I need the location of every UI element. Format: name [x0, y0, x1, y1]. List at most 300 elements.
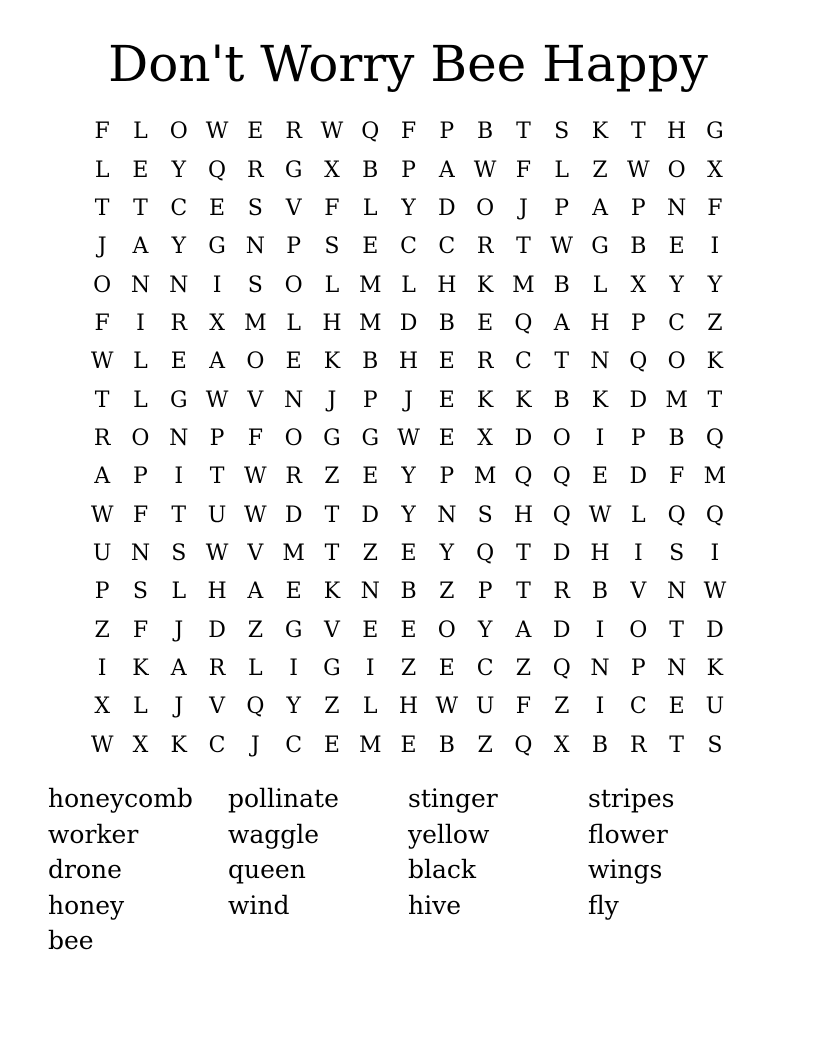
grid-letter: Z: [324, 694, 340, 720]
word-list-item: honeycomb: [48, 784, 193, 813]
grid-letter: D: [552, 540, 571, 566]
grid-letter: Z: [400, 655, 417, 681]
grid-letter: Q: [514, 464, 533, 490]
grid-letter: A: [94, 464, 111, 490]
grid-letter: F: [247, 425, 263, 451]
grid-letter: S: [247, 195, 263, 221]
grid-letter: D: [629, 464, 648, 490]
grid-letter: T: [516, 540, 531, 566]
grid-letter: B: [477, 119, 494, 145]
grid-letter: L: [94, 157, 110, 183]
grid-letter: D: [438, 195, 456, 221]
grid-letter: E: [362, 234, 379, 260]
word-list-item: wind: [228, 890, 290, 920]
word-list-item: wings: [588, 855, 663, 884]
grid-letter: V: [323, 617, 340, 643]
grid-letter: P: [439, 119, 455, 145]
grid-letter: K: [323, 349, 341, 375]
grid-letter: Y: [171, 157, 186, 183]
grid-letter: C: [438, 234, 456, 260]
word-list-item: worker: [48, 819, 139, 849]
grid-letter: A: [247, 579, 264, 605]
grid-letter: L: [324, 272, 340, 298]
grid-letter: B: [591, 732, 609, 758]
grid-letter: L: [554, 157, 570, 183]
grid-letter: E: [170, 349, 187, 375]
grid-letter: C: [170, 195, 188, 221]
grid-letter: F: [400, 119, 417, 145]
grid-letter: C: [668, 310, 686, 336]
grid-letter: R: [476, 349, 494, 375]
grid-letter: F: [132, 502, 149, 528]
grid-letter: C: [629, 694, 647, 720]
grid-letter: E: [668, 234, 685, 260]
grid-letter: W: [550, 234, 574, 260]
grid-letter: A: [170, 655, 187, 681]
grid-letter: N: [437, 502, 457, 528]
grid-letter: H: [322, 310, 342, 336]
grid-letter: H: [513, 502, 533, 528]
grid-letter: W: [90, 732, 114, 758]
grid-letter: G: [208, 234, 226, 260]
grid-letter: L: [171, 579, 187, 605]
word-list-item: yellow: [408, 819, 490, 849]
word-list: [48, 781, 768, 959]
grid-letter: A: [515, 617, 532, 643]
grid-letter: L: [286, 310, 301, 336]
grid-letter: W: [435, 694, 459, 720]
grid-letter: W: [244, 464, 267, 490]
grid-letter: Y: [439, 540, 455, 566]
grid-letter: L: [401, 272, 416, 298]
grid-letter: D: [552, 617, 571, 643]
grid-letter: K: [706, 349, 724, 375]
grid-letter: C: [285, 732, 303, 758]
grid-letter: E: [400, 617, 417, 643]
grid-letter: B: [591, 579, 609, 605]
grid-letter: Z: [362, 540, 378, 566]
grid-letter: R: [93, 425, 111, 451]
grid-letter: N: [130, 272, 151, 298]
grid-letter: W: [397, 425, 420, 451]
grid-letter: Y: [707, 272, 723, 298]
grid-letter: W: [588, 502, 612, 528]
grid-letter: O: [552, 425, 571, 451]
letter-grid: [83, 113, 734, 765]
grid-letter: M: [665, 387, 688, 413]
grid-letter: H: [590, 310, 610, 336]
grid-letter: F: [515, 694, 532, 720]
word-list-item: pollinate: [228, 784, 339, 813]
grid-letter: C: [476, 655, 494, 681]
word-list-item: hive: [408, 890, 462, 920]
grid-letter: O: [284, 425, 303, 451]
grid-letter: L: [362, 195, 378, 221]
word-list-item: flower: [588, 819, 668, 849]
grid-letter: L: [631, 502, 646, 528]
word-list-item: queen: [228, 855, 306, 884]
grid-letter: W: [244, 502, 267, 528]
grid-letter: I: [136, 310, 145, 336]
grid-letter: Q: [476, 540, 495, 566]
grid-letter: W: [703, 579, 727, 605]
grid-letter: R: [285, 464, 302, 490]
grid-letter: D: [284, 502, 303, 528]
grid-letter: T: [133, 195, 148, 221]
grid-letter: W: [90, 349, 114, 375]
grid-letter: E: [400, 540, 417, 566]
page-title: Don't Worry Bee Happy: [108, 35, 708, 93]
grid-letter: U: [705, 694, 725, 720]
grid-letter: Q: [552, 655, 571, 681]
grid-letter: R: [285, 119, 302, 145]
grid-letter: D: [361, 502, 380, 528]
grid-letter: T: [516, 579, 531, 605]
grid-letter: I: [595, 694, 605, 720]
grid-letter: N: [130, 540, 151, 566]
grid-letter: H: [398, 694, 419, 720]
grid-letter: K: [476, 387, 494, 413]
grid-letter: T: [324, 540, 340, 566]
grid-letter: X: [94, 694, 110, 720]
grid-letter: J: [174, 617, 184, 643]
grid-letter: O: [667, 349, 686, 375]
grid-letter: B: [630, 234, 647, 260]
grid-letter: D: [706, 617, 724, 643]
grid-letter: W: [473, 157, 497, 183]
grid-letter: Y: [171, 234, 186, 260]
grid-letter: Q: [361, 119, 380, 145]
grid-letter: Z: [554, 694, 570, 720]
grid-letter: T: [669, 617, 684, 643]
grid-letter: Z: [707, 310, 723, 336]
grid-letter: Y: [401, 195, 416, 221]
grid-letter: I: [289, 655, 298, 681]
grid-letter: S: [554, 119, 570, 145]
grid-letter: K: [476, 272, 494, 298]
grid-letter: H: [398, 349, 419, 375]
grid-letter: J: [250, 732, 260, 758]
grid-letter: D: [514, 425, 533, 451]
grid-letter: O: [437, 617, 456, 643]
grid-letter: Q: [514, 732, 533, 758]
grid-letter: P: [630, 655, 646, 681]
grid-letter: N: [590, 655, 610, 681]
grid-letter: K: [132, 655, 149, 681]
grid-letter: J: [97, 234, 107, 260]
grid-letter: S: [669, 540, 685, 566]
grid-letter: Z: [324, 464, 340, 490]
grid-letter: T: [554, 349, 570, 375]
grid-letter: B: [668, 425, 685, 451]
grid-letter: X: [209, 310, 225, 336]
grid-letter: O: [246, 349, 265, 375]
grid-letter: B: [400, 579, 417, 605]
grid-letter: K: [706, 655, 724, 681]
grid-letter: N: [666, 655, 687, 681]
grid-letter: I: [97, 655, 107, 681]
grid-letter: V: [630, 579, 647, 605]
grid-letter: N: [284, 387, 304, 413]
grid-letter: E: [323, 732, 340, 758]
grid-letter: L: [133, 387, 148, 413]
grid-letter: W: [205, 540, 229, 566]
grid-letter: T: [516, 119, 531, 145]
grid-letter: S: [171, 540, 187, 566]
grid-letter: A: [132, 234, 149, 260]
grid-letter: H: [590, 540, 610, 566]
grid-letter: F: [94, 310, 110, 336]
grid-letter: G: [323, 425, 341, 451]
grid-letter: P: [286, 234, 302, 260]
grid-letter: P: [401, 157, 416, 183]
grid-letter: W: [90, 502, 114, 528]
grid-letter: I: [595, 617, 605, 643]
grid-letter: E: [477, 310, 494, 336]
grid-letter: P: [362, 387, 378, 413]
grid-letter: Z: [515, 655, 532, 681]
grid-letter: I: [633, 540, 643, 566]
grid-letter: A: [553, 310, 570, 336]
grid-letter: K: [170, 732, 187, 758]
grid-letter: W: [626, 157, 650, 183]
grid-letter: E: [400, 732, 417, 758]
word-list-item: drone: [48, 855, 122, 884]
grid-letter: Z: [592, 157, 608, 183]
grid-letter: I: [710, 234, 720, 260]
grid-letter: I: [212, 272, 222, 298]
grid-letter: N: [169, 272, 189, 298]
grid-letter: O: [667, 157, 686, 183]
grid-letter: N: [666, 579, 687, 605]
grid-letter: M: [358, 732, 382, 758]
grid-letter: I: [365, 655, 375, 681]
grid-letter: T: [324, 502, 340, 528]
grid-letter: P: [94, 579, 110, 605]
grid-letter: K: [323, 579, 341, 605]
grid-letter: F: [707, 195, 723, 221]
word-list-item: honey: [48, 890, 125, 920]
grid-letter: E: [209, 195, 226, 221]
grid-letter: E: [438, 425, 455, 451]
grid-letter: R: [476, 234, 494, 260]
grid-letter: Q: [667, 502, 686, 528]
grid-letter: O: [629, 617, 648, 643]
grid-letter: Y: [401, 464, 416, 490]
grid-letter: Q: [552, 464, 571, 490]
grid-letter: Q: [514, 310, 533, 336]
grid-letter: R: [208, 655, 226, 681]
grid-letter: E: [438, 387, 455, 413]
grid-letter: N: [590, 349, 610, 375]
grid-letter: U: [207, 502, 227, 528]
grid-letter: N: [360, 579, 380, 605]
grid-letter: G: [169, 387, 188, 413]
word-list-empty-slot: [588, 923, 768, 959]
grid-letter: A: [209, 349, 225, 375]
grid-letter: Z: [477, 732, 493, 758]
grid-letter: J: [174, 694, 184, 720]
grid-letter: X: [707, 157, 723, 183]
grid-letter: R: [553, 579, 570, 605]
grid-letter: E: [285, 579, 302, 605]
grid-letter: E: [285, 349, 302, 375]
grid-letter: G: [591, 234, 609, 260]
grid-letter: T: [209, 464, 225, 490]
grid-letter: B: [438, 310, 455, 336]
grid-letter: L: [133, 119, 148, 145]
grid-letter: W: [205, 119, 229, 145]
grid-letter: B: [362, 157, 379, 183]
word-list-empty-slot: [228, 923, 408, 959]
word-list-item: stinger: [408, 784, 498, 813]
grid-letter: O: [284, 272, 303, 298]
grid-letter: E: [438, 655, 455, 681]
grid-letter: T: [669, 732, 684, 758]
grid-letter: Q: [629, 349, 648, 375]
grid-letter: C: [208, 732, 226, 758]
grid-letter: X: [553, 732, 570, 758]
grid-letter: D: [399, 310, 418, 336]
grid-letter: Q: [246, 694, 265, 720]
grid-letter: S: [132, 579, 148, 605]
grid-letter: F: [132, 617, 149, 643]
grid-letter: E: [438, 349, 455, 375]
grid-letter: U: [92, 540, 112, 566]
grid-letter: F: [668, 464, 685, 490]
grid-letter: M: [512, 272, 535, 298]
grid-letter: H: [437, 272, 457, 298]
grid-letter: L: [133, 349, 148, 375]
grid-letter: K: [591, 119, 609, 145]
grid-letter: F: [324, 195, 340, 221]
grid-letter: L: [248, 655, 263, 681]
grid-letter: F: [515, 157, 532, 183]
grid-letter: F: [94, 119, 110, 145]
grid-letter: Q: [208, 157, 227, 183]
grid-letter: J: [404, 387, 413, 413]
grid-letter: M: [703, 464, 727, 490]
grid-letter: Y: [401, 502, 416, 528]
grid-letter: Z: [247, 617, 263, 643]
grid-letter: P: [133, 464, 148, 490]
word-list-item: fly: [588, 890, 619, 920]
grid-letter: W: [320, 119, 344, 145]
grid-letter: M: [282, 540, 305, 566]
grid-letter: M: [358, 272, 382, 298]
grid-letter: L: [133, 694, 148, 720]
grid-letter: B: [553, 387, 570, 413]
grid-letter: B: [438, 732, 455, 758]
grid-letter: M: [473, 464, 497, 490]
word-list-item: black: [408, 855, 477, 884]
grid-letter: P: [477, 579, 493, 605]
grid-letter: M: [358, 310, 382, 336]
grid-letter: H: [667, 119, 687, 145]
grid-letter: S: [324, 234, 340, 260]
grid-letter: A: [438, 157, 455, 183]
grid-letter: S: [477, 502, 493, 528]
grid-letter: T: [94, 195, 110, 221]
grid-letter: C: [400, 234, 417, 260]
grid-letter: Y: [286, 694, 301, 720]
grid-letter: D: [629, 387, 648, 413]
word-list-item: bee: [48, 926, 94, 955]
grid-letter: B: [553, 272, 570, 298]
grid-letter: O: [476, 195, 495, 221]
grid-letter: I: [174, 464, 184, 490]
grid-letter: P: [630, 310, 646, 336]
grid-letter: K: [515, 387, 532, 413]
grid-letter: P: [630, 195, 646, 221]
grid-letter: P: [209, 425, 225, 451]
grid-letter: E: [132, 157, 149, 183]
grid-letter: E: [591, 464, 609, 490]
grid-letter: L: [362, 694, 378, 720]
grid-letter: T: [94, 387, 110, 413]
grid-letter: R: [170, 310, 188, 336]
grid-letter: D: [208, 617, 226, 643]
grid-letter: W: [205, 387, 229, 413]
grid-letter: V: [247, 540, 264, 566]
grid-letter: P: [630, 425, 646, 451]
grid-letter: K: [591, 387, 609, 413]
grid-letter: Z: [439, 579, 455, 605]
grid-letter: G: [361, 425, 380, 451]
grid-letter: T: [630, 119, 646, 145]
grid-letter: R: [630, 732, 647, 758]
grid-letter: N: [245, 234, 265, 260]
grid-letter: E: [668, 694, 685, 720]
grid-letter: Y: [477, 617, 493, 643]
grid-letter: P: [439, 464, 455, 490]
grid-letter: I: [595, 425, 605, 451]
grid-letter: X: [477, 425, 493, 451]
grid-letter: A: [592, 195, 608, 221]
grid-letter: E: [247, 119, 264, 145]
grid-letter: L: [592, 272, 608, 298]
grid-letter: E: [362, 464, 379, 490]
grid-letter: Q: [705, 425, 724, 451]
grid-letter: J: [327, 387, 337, 413]
grid-letter: P: [554, 195, 570, 221]
grid-letter: T: [516, 234, 531, 260]
grid-letter: J: [519, 195, 528, 221]
grid-letter: C: [514, 349, 532, 375]
grid-letter: O: [131, 425, 150, 451]
grid-letter: Q: [705, 502, 724, 528]
grid-letter: N: [169, 425, 189, 451]
grid-letter: G: [284, 157, 303, 183]
grid-letter: Q: [552, 502, 571, 528]
grid-letter: I: [710, 540, 720, 566]
grid-letter: Z: [94, 617, 110, 643]
grid-letter: E: [362, 617, 379, 643]
grid-letter: V: [247, 387, 264, 413]
grid-letter: X: [132, 732, 149, 758]
word-list-item: waggle: [228, 819, 320, 849]
word-list-item: stripes: [588, 784, 675, 813]
grid-letter: G: [284, 617, 303, 643]
grid-letter: Y: [669, 272, 684, 298]
grid-letter: N: [666, 195, 687, 221]
grid-letter: H: [207, 579, 227, 605]
grid-letter: S: [247, 272, 263, 298]
grid-letter: R: [247, 157, 264, 183]
grid-letter: G: [706, 119, 724, 145]
grid-letter: U: [475, 694, 495, 720]
grid-letter: V: [209, 694, 225, 720]
